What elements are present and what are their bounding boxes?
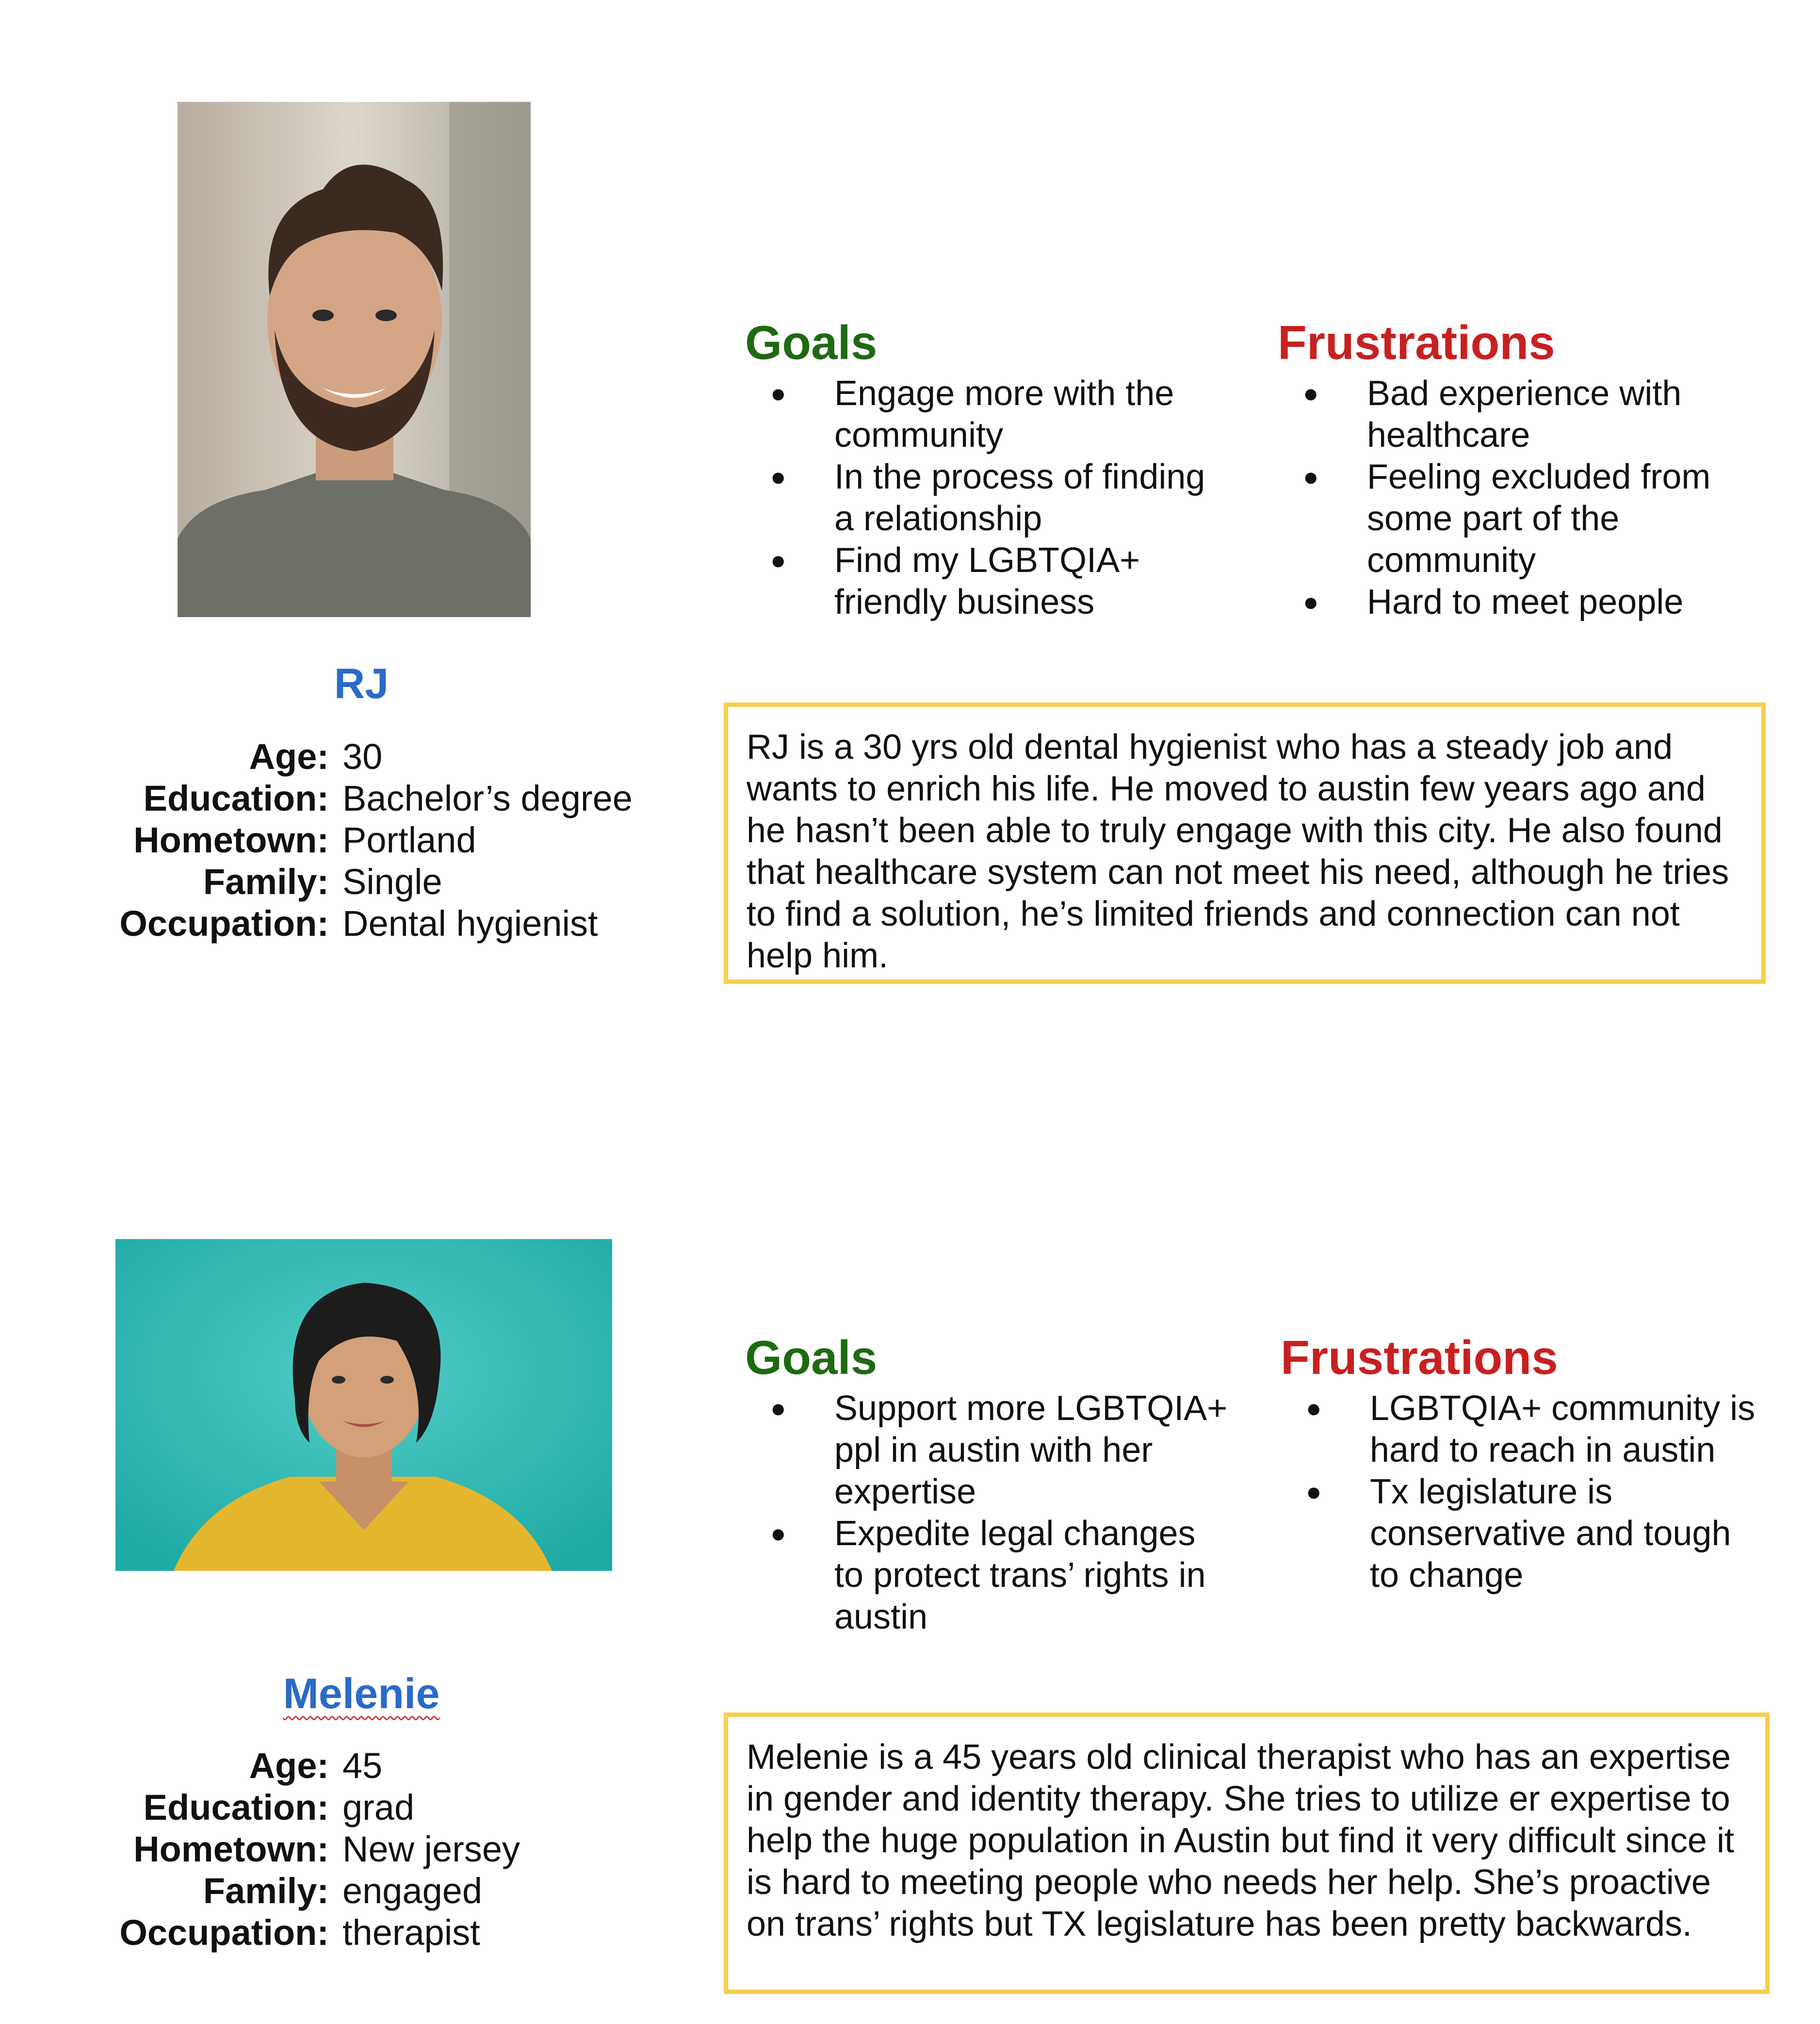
detail-label: Hometown: <box>133 819 329 860</box>
detail-value: grad <box>342 1787 415 1828</box>
list-item: ● Tx legislature is conservative and tough to change <box>1281 1471 1766 1596</box>
detail-occupation <box>0 902 679 944</box>
detail-age <box>0 735 679 777</box>
detail-age <box>0 1745 679 1786</box>
detail-label: Family: <box>203 1870 329 1911</box>
list-item: ● Engage more with the community <box>745 373 1230 456</box>
list-item: ● Find my LGBTQIA+ friendly business <box>745 539 1230 623</box>
persona-details <box>0 1745 679 1953</box>
detail-label: Education: <box>143 778 329 818</box>
persona-bio: RJ is a 30 yrs old dental hygienist who has a steady job and wants to enrich his life. He moved to austin few years ago and he hasn’t been able to truly engage with this city. He also found that healthcare system can not meet his need, although he tries to find a solution, he’s limited friends and connection can not help him. <box>724 702 1766 984</box>
smiling-bearded-man-photo-icon <box>178 102 531 617</box>
detail-label: Occupation: <box>119 903 329 944</box>
detail-label: Age: <box>249 736 329 777</box>
frustrations-list <box>1281 1387 1766 1596</box>
goals-heading: Goals <box>745 1331 878 1384</box>
detail-occupation <box>0 1911 679 1953</box>
goals-list <box>745 1387 1230 1638</box>
detail-education <box>0 777 679 819</box>
detail-value: engaged <box>342 1870 483 1911</box>
persona-name: RJ <box>334 659 389 707</box>
detail-label: Education: <box>143 1787 329 1828</box>
list-item: ● Hard to meet people <box>1278 581 1763 623</box>
detail-value: Single <box>342 861 442 902</box>
frustrations-heading: Frustrations <box>1281 1331 1558 1384</box>
persona-card-melenie <box>0 1012 1820 2024</box>
persona-details <box>0 735 679 944</box>
detail-label: Hometown: <box>133 1828 329 1869</box>
goals-heading: Goals <box>745 316 878 369</box>
detail-label: Family: <box>203 861 329 902</box>
list-item: ● In the process of finding a relationship <box>745 456 1230 539</box>
detail-value: therapist <box>342 1912 480 1953</box>
detail-hometown <box>0 1828 679 1870</box>
detail-family <box>0 861 679 902</box>
goals-list <box>745 373 1230 623</box>
detail-value: 30 <box>342 736 383 777</box>
list-item: ● Expedite legal changes to protect trans’ rights in austin <box>745 1513 1230 1638</box>
list-item: ● Feeling excluded from some part of the community <box>1278 456 1763 581</box>
smiling-woman-yellow-sweater-photo-icon <box>115 1239 612 1571</box>
frustrations-heading: Frustrations <box>1278 316 1555 369</box>
detail-hometown <box>0 819 679 861</box>
detail-family <box>0 1870 679 1911</box>
detail-education <box>0 1786 679 1828</box>
list-item: ● Bad experience with healthcare <box>1278 373 1763 456</box>
detail-label: Occupation: <box>119 1912 329 1953</box>
detail-value: Bachelor’s degree <box>342 778 633 818</box>
list-item: ● LGBTQIA+ community is hard to reach in austin <box>1281 1387 1766 1471</box>
detail-value: New jersey <box>342 1828 520 1869</box>
persona-name: Melenie <box>283 1669 440 1717</box>
detail-value: Dental hygienist <box>342 903 598 944</box>
list-item: ● Support more LGBTQIA+ ppl in austin with her expertise <box>745 1387 1230 1513</box>
detail-value: 45 <box>342 1745 383 1786</box>
frustrations-list <box>1278 373 1763 623</box>
detail-value: Portland <box>342 819 476 860</box>
persona-bio: Melenie is a 45 years old clinical therapist who has an expertise in gender and identity therapy. She tries to utilize er expertise to help the huge population in Austin but find it very difficult since it is hard to meeting people who needs her help. She’s proactive on trans’ rights but TX legislature has been pretty backwards. <box>724 1713 1770 1994</box>
persona-photo <box>178 102 531 617</box>
detail-label: Age: <box>249 1745 329 1786</box>
persona-photo <box>115 1239 612 1571</box>
